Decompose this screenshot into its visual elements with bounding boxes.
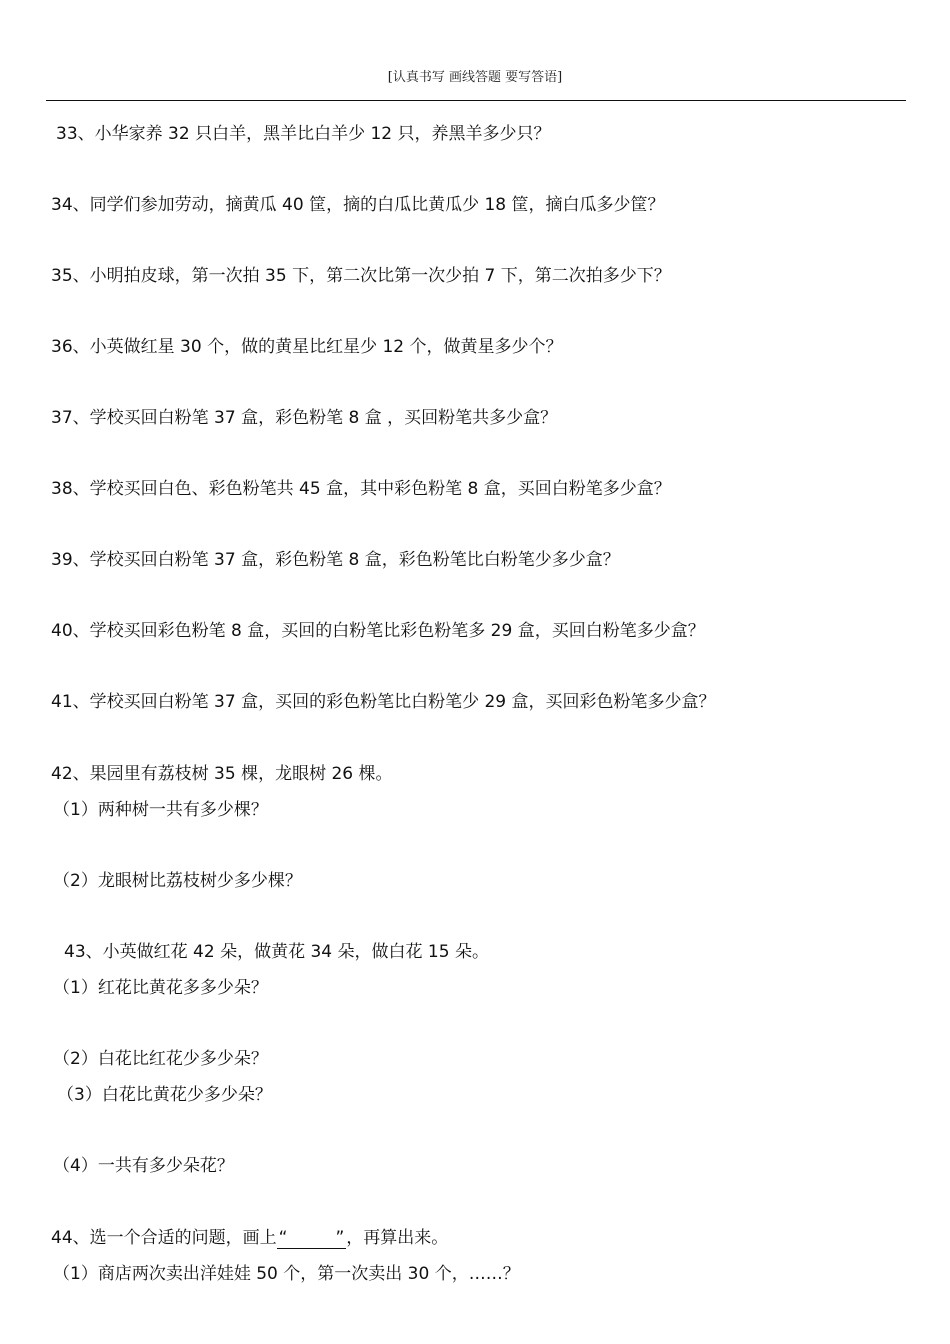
header-divider bbox=[46, 100, 906, 101]
question-38: 38、学校买回白色、彩色粉笔共 45 盒，其中彩色粉笔 8 盒，买回白粉笔多少盒？ bbox=[51, 479, 671, 499]
question-42-part-2: （2）龙眼树比荔枝树少多少棵？ bbox=[53, 871, 302, 891]
question-43-part-3: （3）白花比黄花少多少朵？ bbox=[57, 1085, 272, 1105]
question-41: 41、学校买回白粉笔 37 盒，买回的彩色粉笔比白粉笔少 29 盒，买回彩色粉笔多少盒？ bbox=[51, 692, 716, 712]
question-43-part-2: （2）白花比红花少多少朵？ bbox=[53, 1049, 268, 1069]
question-43-part-1: （1）红花比黄花多多少朵？ bbox=[53, 978, 268, 998]
question-42-part-1: （1）两种树一共有多少棵？ bbox=[53, 800, 268, 820]
quote-close: ” bbox=[335, 1228, 345, 1248]
question-44-stem-before: 44、选一个合适的问题，画上 bbox=[51, 1228, 277, 1248]
question-44-stem-after: ，再算出来。 bbox=[346, 1228, 449, 1248]
question-44-part-1: （1）商店两次卖出洋娃娃 50 个，第一次卖出 30 个，……？ bbox=[53, 1264, 520, 1284]
question-39: 39、学校买回白粉笔 37 盒，彩色粉笔 8 盒，彩色粉笔比白粉笔少多少盒？ bbox=[51, 550, 620, 570]
page-header-note: [认真书写 画线答题 要写答语] bbox=[387, 70, 563, 85]
question-44-stem bbox=[51, 1228, 448, 1249]
question-44-answer-blank bbox=[277, 1228, 347, 1249]
question-40: 40、学校买回彩色粉笔 8 盒，买回的白粉笔比彩色粉笔多 29 盒，买回白粉笔多少盒？ bbox=[51, 621, 705, 641]
quote-open: “ bbox=[278, 1228, 288, 1248]
question-43-part-4: （4）一共有多少朵花？ bbox=[53, 1156, 234, 1176]
question-42-stem: 42、果园里有荔枝树 35 棵，龙眼树 26 棵。 bbox=[51, 764, 393, 784]
question-35: 35、小明拍皮球，第一次拍 35 下，第二次比第一次少拍 7 下，第二次拍多少下？ bbox=[51, 266, 671, 286]
question-36: 36、小英做红星 30 个，做的黄星比红星少 12 个，做黄星多少个？ bbox=[51, 337, 563, 357]
question-34: 34、同学们参加劳动，摘黄瓜 40 筐，摘的白瓜比黄瓜少 18 筐，摘白瓜多少筐？ bbox=[51, 195, 665, 215]
question-33: 33、小华家养 32 只白羊，黑羊比白羊少 12 只，养黑羊多少只？ bbox=[56, 124, 551, 144]
question-43-stem: 43、小英做红花 42 朵，做黄花 34 朵，做白花 15 朵。 bbox=[64, 942, 489, 962]
question-37: 37、学校买回白粉笔 37 盒，彩色粉笔 8 盒 ，买回粉笔共多少盒？ bbox=[51, 408, 558, 428]
